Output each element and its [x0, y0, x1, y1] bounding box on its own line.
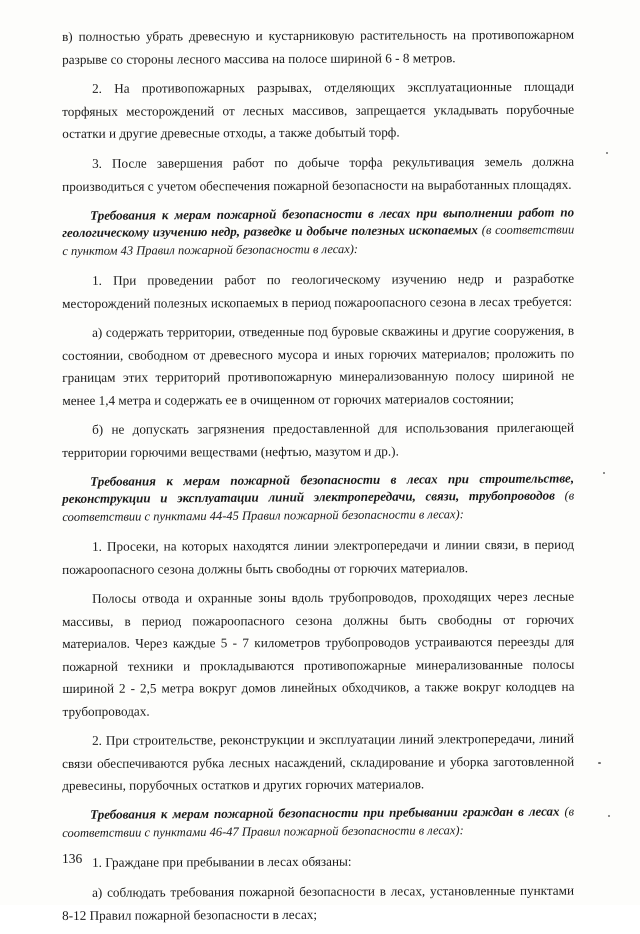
- paragraph: а) соблюдать требования пожарной безопасности в лесах, установленные пунктами 8-12 Правил пожарной безопасности в лесах;: [62, 882, 575, 922]
- paragraph: Полосы отвода и охранные зоны вдоль трубопроводов, проходящих через лесные массивы, в период пожароопасного сезона должны быть свободны от горючих материалов. Через каждые 5 - 7 километров трубопроводов устраиваются переезды для пожарной техники и прокладываются противопожарные минерализованные полосы шириной 2 - 2,5 метра вокруг домов линейных обходчиков, а также вокруг колодцев на трубопроводах.: [62, 588, 575, 718]
- section-heading-text: Требования к мерам пожарной безопасности при пребывании граждан в лесах: [90, 803, 560, 822]
- scan-speck: [598, 762, 601, 764]
- paragraph-item-v: в) полностью убрать древесную и кустарниковую растительность на противопожарном разрыве со стороны лесного массива на полосе шириной 6 - 8 метров.: [62, 26, 575, 67]
- paragraph: 2. При строительстве, реконструкции и эксплуатации линий электропередачи, линий связи обеспечиваются рубка лесных насаждений, складирование и уборка заготовленной древесины, порубочных остатков и других горючих материалов.: [62, 730, 575, 793]
- paragraph: б) не допускать загрязнения предоставленной для использования прилегающей территории горючими веществами (нефтью, мазутом и др.).: [62, 419, 575, 459]
- scan-speck: [603, 472, 605, 474]
- section-heading-citizens: [62, 802, 574, 842]
- section-reference: (в соответствии с пунктом 43 Правил пожарной безопасности в лесах):: [62, 221, 575, 258]
- paragraph: 1. Граждане при пребывании в лесах обязаны:: [92, 853, 352, 870]
- section-heading-text: Требования к мерам пожарной безопасности в лесах при строительстве, реконструкции и эксплуатации линий электропередачи, связи, трубопроводов: [62, 469, 575, 506]
- section-heading-power-lines: [62, 469, 574, 526]
- paragraph-item-2: 2. На противопожарных разрывах, отделяющих эксплуатационные площади торфяных месторождений от лесных массивов, запрещается укладывать порубочные остатки и другие древесные отходы, а также добытый торф.: [62, 78, 575, 141]
- paragraph: 1. При проведении работ по геологическому изучению недр и разработке месторождений полезных ископаемых в период пожароопасного сезона в лесах требуется:: [62, 270, 575, 310]
- section-reference: (в соответствии с пунктами 44-45 Правил пожарной безопасности в лесах):: [62, 487, 575, 524]
- section-heading-text: Требования к мерам пожарной безопасности в лесах при выполнении работ по геологическому изучению недр, разведке и добыче полезных ископаемых: [62, 203, 575, 240]
- document-body: [62, 26, 574, 934]
- paragraph-item-3: 3. После завершения работ по добыче торфа рекультивация земель должна производиться с учетом обеспечения пожарной безопасности на выработанных площадях.: [62, 153, 575, 193]
- section-reference: (в соответствии с пунктами 46-47 Правил пожарной безопасности в лесах):: [62, 804, 575, 840]
- page-number: 136: [62, 851, 83, 866]
- section-heading-geology: [62, 203, 574, 260]
- paragraph: а) содержать территории, отведенные под буровые скважины и другие сооружения, в состоянии, свободном от древесного мусора и иных горючих материалов; проложить по границам этих территорий противопожарную минерализованную полосу шириной не менее 1,4 метра и содержать ее в очищенном от горючих материалов состоянии;: [62, 322, 575, 407]
- paragraph: 1. Просеки, на которых находятся линии электропередачи и линии связи, в период пожароопасного сезона должны быть свободны от горючих материалов.: [62, 536, 575, 576]
- scan-speck: [606, 152, 608, 154]
- scan-speck: [608, 815, 610, 817]
